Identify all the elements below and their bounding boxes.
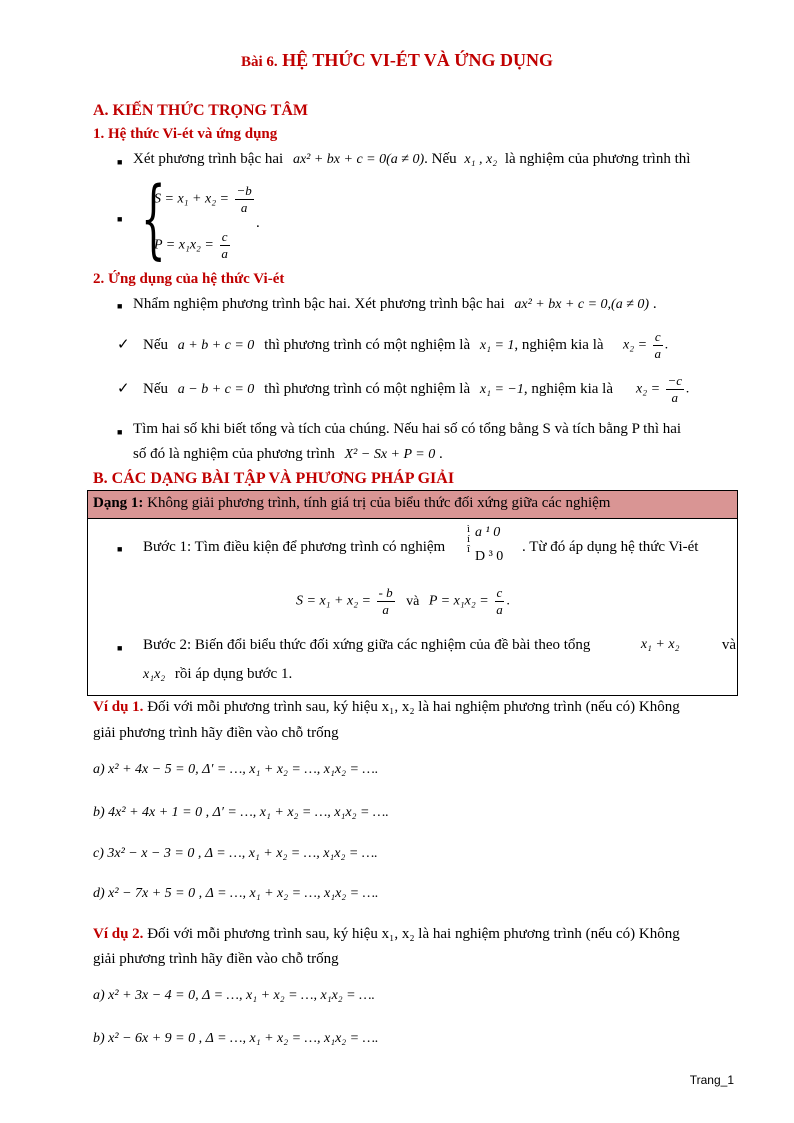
application-2-equation: X² − Sx + P = 0 <box>344 447 436 462</box>
case-2-x2: x₂ = <box>636 381 661 397</box>
sum-numerator: −b <box>236 183 252 198</box>
method-label: Dạng 1: <box>93 495 144 511</box>
step-2-text: Bước 2: Biến đổi biểu thức đối xứng giữa các nghiệm của đề bài theo tổng <box>143 637 591 653</box>
bullet-icon: ■ <box>117 427 123 437</box>
subsection-1-heading: 1. Hệ thức Vi-ét và ứng dụng <box>93 126 278 142</box>
checkmark-icon: ✓ <box>117 381 130 397</box>
application-2-line-1: Tìm hai số khi biết tổng và tích của chúng. Nếu hai số có tổng bằng S và tích bằng P thì hai <box>133 421 682 437</box>
left-brace-icon: { <box>141 169 166 269</box>
example-2-item-b: b) x² − 6x + 9 = 0 , Δ = …, x₁ + x₂ = …, x₁x₂ = …. <box>93 1031 379 1046</box>
formula-sum-denominator: a <box>382 602 389 617</box>
example-2-item-a: a) x² + 3x − 4 = 0, Δ = …, x₁ + x₂ = …, x₁x₂ = …. <box>93 988 376 1003</box>
application-1-equation: ax² + bx + c = 0,(a ≠ 0) <box>514 297 650 312</box>
example-1-item-a: a) x² + 4x − 5 = 0, Δ′ = …, x₁ + x₂ = …, x₁x₂ = …. <box>93 762 379 777</box>
formula-sum-numerator: - b <box>378 585 393 600</box>
step-2-product: x₁x₂ <box>143 667 166 682</box>
step-2-post: rồi áp dụng bước 1. <box>174 666 293 682</box>
case-1-numerator: c <box>654 329 661 344</box>
page-title <box>0 50 794 71</box>
section-b-heading: B. CÁC DẠNG BÀI TẬP VÀ PHƯƠNG PHÁP GIẢI <box>93 470 455 487</box>
title-main: HỆ THỨC VI-ÉT VÀ ỨNG DỤNG <box>282 50 554 70</box>
case-1-x2: x₂ = <box>623 337 648 353</box>
product-numerator: c <box>221 229 228 244</box>
formula-and: và <box>406 593 420 609</box>
step-2-line-1 <box>143 637 736 654</box>
roots-symbols: x₁ , x₂ <box>464 152 498 167</box>
formula-product: P = x₁x₂ = <box>428 593 489 609</box>
example-1-intro-text: Đối với mỗi phương trình sau, ký hiệu x₁, x₂ là hai nghiệm phương trình (nếu có) Không <box>147 699 680 715</box>
case-1-pre: Nếu <box>143 337 168 353</box>
case-1-post: , nghiệm kia là <box>514 337 604 353</box>
page-number: Trang_1 <box>689 1073 734 1087</box>
quadratic-equation: ax² + bx + c = 0(a ≠ 0) <box>292 152 425 167</box>
application-2-pre: số đó là nghiệm của phương trình <box>133 446 335 462</box>
application-1-text: Nhẩm nghiệm phương trình bậc hai. Xét phương trình bậc hai <box>133 296 505 312</box>
example-2-intro-text: Đối với mỗi phương trình sau, ký hiệu x₁, x₂ là hai nghiệm phương trình (nếu có) Không <box>147 926 680 942</box>
formula-sum: S = x₁ + x₂ = <box>296 593 372 609</box>
step-1-text: Bước 1: Tìm điều kiện để phương trình có nghiệm <box>143 539 446 555</box>
case-1-condition: a + b + c = 0 <box>177 338 255 353</box>
case-2-mid: thì phương trình có một nghiệm là <box>264 381 471 397</box>
vieta-statement-post: là nghiệm của phương trình thì <box>504 151 691 167</box>
example-1-item-c: c) 3x² − x − 3 = 0 , Δ = …, x₁ + x₂ = …, x₁x₂ = …. <box>93 846 378 861</box>
bullet-icon: ■ <box>117 544 123 554</box>
case-2-numerator: −c <box>667 373 683 388</box>
example-1-intro-line-2: giải phương trình hãy điền vào chỗ trống <box>93 725 339 741</box>
step-2-and: và <box>721 637 736 653</box>
case-2-root: x₁ = −1 <box>479 382 524 397</box>
case-2-line <box>143 381 613 398</box>
vieta-statement-mid: . Nếu <box>424 151 457 167</box>
step-2-sum: x₁ + x₂ <box>640 637 680 652</box>
method-title <box>93 495 610 512</box>
example-2-intro-line-2: giải phương trình hãy điền vào chỗ trống <box>93 951 339 967</box>
step-1-post: . Từ đó áp dụng hệ thức Vi-ét <box>522 539 699 555</box>
condition-brace-icon: ì í î <box>467 523 471 555</box>
condition-a: a ¹ 0 <box>475 525 501 540</box>
method-box-header <box>88 491 737 519</box>
vieta-statement-pre: Xét phương trình bậc hai <box>133 151 284 167</box>
case-2-post: , nghiệm kia là <box>523 381 613 397</box>
example-2-intro <box>93 926 680 943</box>
application-2-line-2: số đó là nghiệm của phương trình X² − Sx + P = 0 . <box>133 446 443 462</box>
example-1-item-b: b) 4x² + 4x + 1 = 0 , Δ′ = …, x₁ + x₂ = …, x₁x₂ = …. <box>93 805 389 820</box>
example-2-label: Ví dụ 2. <box>93 926 144 942</box>
example-1-intro <box>93 699 680 716</box>
case-2-condition: a − b + c = 0 <box>177 382 255 397</box>
title-prefix: Bài 6. <box>240 54 278 70</box>
product-lhs: P = x₁x₂ = <box>154 237 214 253</box>
case-2-pre: Nếu <box>143 381 168 397</box>
case-2-other-root: x₂ = $\frac{-c}{a}$ . <box>636 373 690 405</box>
sum-denominator: a <box>240 200 248 215</box>
bullet-icon: ■ <box>117 214 123 224</box>
formula-product-numerator: c <box>496 585 503 600</box>
sum-lhs: S = x₁ + x₂ = <box>154 191 230 207</box>
subsection-2-heading: 2. Ứng dụng của hệ thức Vi-ét <box>93 271 285 287</box>
case-1-denominator: a <box>654 346 662 361</box>
case-1-root: x₁ = 1 <box>479 338 515 353</box>
condition-delta: D ³ 0 <box>475 549 504 564</box>
example-1-label: Ví dụ 1. <box>93 699 144 715</box>
section-a-heading: A. KIẾN THỨC TRỌNG TÂM <box>93 102 308 119</box>
bullet-icon: ■ <box>117 301 123 311</box>
step-2-line-2 <box>143 666 292 683</box>
case-1-other-root: x₂ = $\frac{c}{a}$ . <box>623 329 669 361</box>
method-description: Không giải phương trình, tính giá trị của biểu thức đối xứng giữa các nghiệm <box>147 495 611 511</box>
case-1-mid: thì phương trình có một nghiệm là <box>264 337 471 353</box>
bullet-icon: ■ <box>117 643 123 653</box>
period: . <box>256 215 260 231</box>
vieta-statement <box>133 151 690 168</box>
case-2-denominator: a <box>671 390 679 405</box>
application-1: Nhẩm nghiệm phương trình bậc hai. Xét phương trình bậc hai ax² + bx + c = 0,(a ≠ 0) . <box>133 296 657 312</box>
example-1-item-d: d) x² − 7x + 5 = 0 , Δ = …, x₁ + x₂ = …, x₁x₂ = …. <box>93 886 379 901</box>
vieta-product-formula <box>154 229 232 262</box>
case-1-line <box>143 337 604 354</box>
formula-product-denominator: a <box>496 602 503 617</box>
vieta-sum-formula <box>154 183 256 216</box>
bullet-icon: ■ <box>117 157 123 167</box>
product-denominator: a <box>221 246 228 261</box>
vieta-formula-line: S = x₁ + x₂ = $\frac{- b}{a}$ và P = x₁x₂ = $\frac{c}{a}$ . <box>296 585 511 617</box>
checkmark-icon: ✓ <box>117 337 130 353</box>
